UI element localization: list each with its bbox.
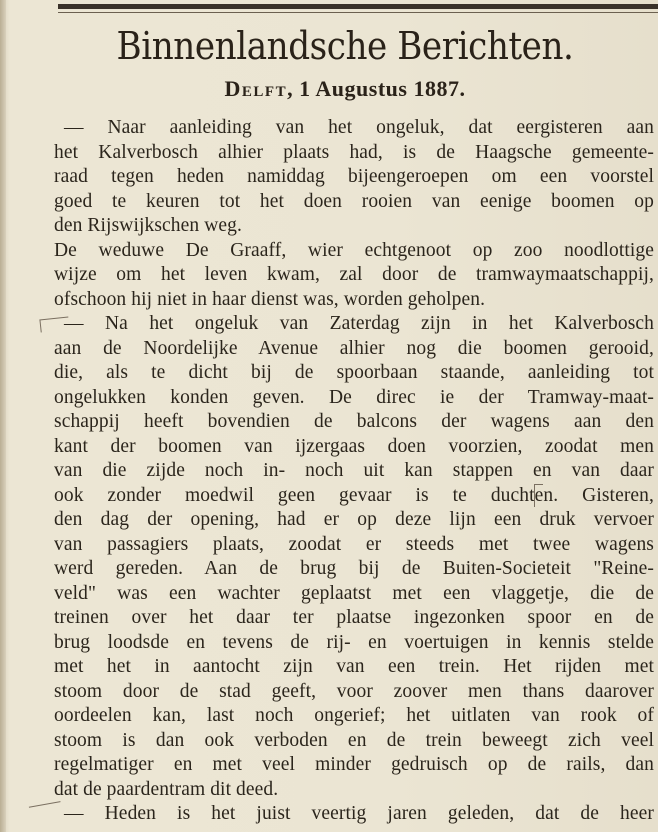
text-line: aan de Noordelijke Avenue alhier nog die boomen gerooid, — [54, 337, 654, 359]
text-line: veld" was een wachter geplaatst met een vlaggetje, die de — [54, 582, 654, 604]
text-line: oordeelen kan, last noch ongerief; het uitlaten van rook of — [54, 705, 654, 726]
text-line: stoom door de stad geeft, voor zoover men thans daarover — [54, 680, 654, 702]
text-line: — Naar aanleiding van het ongeluk, dat eergisteren aan — [64, 117, 654, 138]
dateline — [0, 76, 658, 102]
text-line: schappij heeft bovendien de balcons der wagens aan den — [54, 411, 654, 432]
dateline-place: Delft — [224, 76, 288, 101]
page-edge-shadow — [0, 0, 6, 832]
text-line: die, als te dicht bij de spoorbaan staande, aanleiding tot — [54, 362, 654, 383]
section-heading: Binnenlandsche Berichten. — [116, 24, 574, 68]
text-line: — Na het ongeluk van Zaterdag zijn in het Kalverbosch — [64, 313, 654, 334]
text-line: raad tegen heden namiddag bijeengeroepen om een voorstel — [54, 166, 654, 187]
text-line: brug loodsde en tevens de rij- en voertuigen in kennis stelde — [54, 631, 654, 653]
text-line: van die zijde noch in- noch uit kan stappen en van daar — [54, 460, 654, 481]
text-line: De weduwe De Graaff, wier echtgenoot op zoo noodlottige — [54, 239, 654, 261]
text-line: kant der boomen van ijzergaas doen voorzien, zoodat men — [54, 435, 654, 457]
text-line: — Heden is het juist veertig jaren geleden, dat de heer — [64, 803, 654, 824]
text-line: ook zonder moedwil geen gevaar is te duchten. Gisteren, — [54, 484, 654, 506]
text-line: den dag der opening, had er op deze lijn een druk vervoer — [54, 509, 654, 530]
text-line: den Rijswijkschen weg. — [54, 215, 242, 236]
text-line: van passagiers plaats, zoodat er steeds met twee wagens — [54, 533, 654, 555]
text-line: wijze om het leven kwam, zal door de tramwaymaatschappij, — [54, 264, 654, 285]
text-line: treinen over het daar ter plaatse ingezonken spoor en de — [54, 607, 654, 628]
text-line: stoom is dan ook verboden en de trein beweegt zich veel — [54, 729, 654, 751]
text-line: goed te keuren tot het doen rooien van eenige boomen op — [54, 190, 654, 212]
dateline-date: , 1 Augustus 1887. — [287, 76, 466, 101]
text-line: het Kalverbosch alhier plaats had, is de Haagsche gemeente- — [54, 141, 654, 163]
pencil-mark-bracket — [534, 484, 543, 507]
text-line: met het in aantocht zijn van een trein. Het rijden met — [54, 656, 654, 677]
article-body — [54, 116, 654, 827]
top-rule-thin — [58, 12, 658, 13]
top-rule-thick — [58, 4, 658, 9]
text-line: regelmatiger en met veel minder gedruisch op de rails, dan — [54, 754, 654, 775]
text-line: ongelukken konden geven. De direc ie der Tramway-maat- — [54, 386, 654, 408]
text-line: ofschoon hij niet in haar dienst was, worden geholpen. — [54, 288, 486, 310]
text-line: dat de paardentram dit deed. — [54, 778, 279, 800]
text-line: werd gereden. Aan de brug bij de Buiten-Societeit "Reine- — [54, 558, 654, 579]
